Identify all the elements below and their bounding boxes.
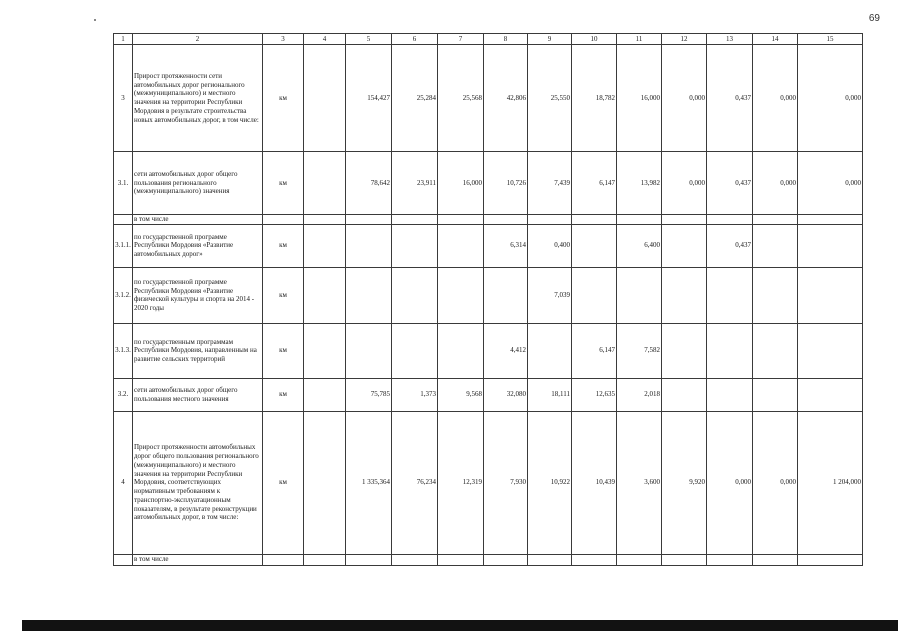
value-cell [484,267,528,323]
table-row [114,323,863,378]
value-cell [707,215,753,225]
value-cell: 6,147 [572,152,617,215]
table-row [114,378,863,411]
value-cell: 7,930 [484,411,528,554]
table-row [114,267,863,323]
value-cell: 12,319 [438,411,484,554]
column-header: 3 [263,34,304,45]
value-cell [798,378,863,411]
value-cell [617,554,662,565]
value-cell [572,267,617,323]
value-cell [304,152,346,215]
value-cell: 18,782 [572,45,617,152]
column-header: 4 [304,34,346,45]
value-cell [572,224,617,267]
column-header: 9 [528,34,572,45]
value-cell [346,224,392,267]
value-cell [753,323,798,378]
row-label: сети автомобильных дорог общего пользования регионального (межмуниципального) значения [133,152,263,215]
value-cell: 10,922 [528,411,572,554]
row-number: 4 [114,411,133,554]
table-row [114,215,863,225]
value-cell [304,411,346,554]
value-cell: 42,806 [484,45,528,152]
value-cell [392,554,438,565]
value-cell [617,215,662,225]
value-cell [392,215,438,225]
value-cell: 10,439 [572,411,617,554]
value-cell [572,554,617,565]
value-cell [707,554,753,565]
value-cell [346,215,392,225]
value-cell: 4,412 [484,323,528,378]
indicators-table [113,33,863,566]
value-cell [484,554,528,565]
value-cell: 7,039 [528,267,572,323]
unit-cell: км [263,411,304,554]
table-header-row [114,34,863,45]
value-cell [438,267,484,323]
row-label: по государственным программам Республики Мордовия, направленным на развитие сельских территорий [133,323,263,378]
value-cell: 16,000 [617,45,662,152]
value-cell [753,215,798,225]
value-cell [753,554,798,565]
unit-cell: км [263,224,304,267]
value-cell: 6,147 [572,323,617,378]
value-cell [753,267,798,323]
unit-cell: км [263,267,304,323]
column-header: 8 [484,34,528,45]
value-cell: 0,000 [662,152,707,215]
unit-cell: км [263,378,304,411]
value-cell [304,224,346,267]
value-cell [304,215,346,225]
page-number: 69 [868,13,880,24]
column-header: 15 [798,34,863,45]
row-number: 3.1. [114,152,133,215]
value-cell [662,554,707,565]
value-cell [798,215,863,225]
column-header: 5 [346,34,392,45]
value-cell [304,378,346,411]
value-cell: 1,373 [392,378,438,411]
value-cell [707,267,753,323]
row-label: по государственной программе Республики Мордовия «Развитие автомобильных дорог» [133,224,263,267]
value-cell: 0,000 [753,45,798,152]
value-cell: 6,314 [484,224,528,267]
column-header: 2 [133,34,263,45]
value-cell: 13,982 [617,152,662,215]
table-row [114,411,863,554]
value-cell [528,215,572,225]
scan-bottom-band [22,620,898,631]
row-label: в том числе [133,215,263,225]
value-cell: 75,785 [346,378,392,411]
value-cell: 10,726 [484,152,528,215]
row-number: 3.2. [114,378,133,411]
value-cell: 0,000 [798,45,863,152]
value-cell: 2,018 [617,378,662,411]
scan-speck [94,19,96,21]
value-cell [572,215,617,225]
value-cell: 7,439 [528,152,572,215]
value-cell [304,45,346,152]
value-cell [484,215,528,225]
value-cell [617,267,662,323]
value-cell: 18,111 [528,378,572,411]
value-cell: 0,400 [528,224,572,267]
value-cell: 7,582 [617,323,662,378]
value-cell: 25,550 [528,45,572,152]
value-cell [304,554,346,565]
value-cell: 76,234 [392,411,438,554]
value-cell: 25,284 [392,45,438,152]
row-label: Прирост протяженности сети автомобильных дорог регионального (межмуниципального) и местного значения на территории Республики Мордовия в результате строительства новых автомобильных дорог, в том числе: [133,45,263,152]
row-label: в том числе [133,554,263,565]
unit-cell: км [263,45,304,152]
value-cell [438,224,484,267]
value-cell [438,323,484,378]
column-header: 12 [662,34,707,45]
value-cell: 0,000 [798,152,863,215]
value-cell [346,267,392,323]
value-cell [798,267,863,323]
column-header: 13 [707,34,753,45]
value-cell: 9,920 [662,411,707,554]
value-cell: 23,911 [392,152,438,215]
row-number: 3.1.2. [114,267,133,323]
row-number [114,215,133,225]
row-number [114,554,133,565]
value-cell: 78,642 [346,152,392,215]
column-header: 10 [572,34,617,45]
value-cell: 6,400 [617,224,662,267]
table-row [114,45,863,152]
value-cell: 0,000 [707,411,753,554]
table-row [114,554,863,565]
value-cell [798,323,863,378]
row-label: сети автомобильных дорог общего пользования местного значения [133,378,263,411]
value-cell [662,323,707,378]
row-number: 3.1.1. [114,224,133,267]
column-header: 6 [392,34,438,45]
column-header: 14 [753,34,798,45]
table-row [114,224,863,267]
value-cell [707,323,753,378]
unit-cell: км [263,152,304,215]
value-cell [528,554,572,565]
value-cell [707,378,753,411]
value-cell: 0,437 [707,152,753,215]
value-cell: 0,437 [707,224,753,267]
value-cell [438,215,484,225]
value-cell [392,267,438,323]
value-cell: 0,000 [753,152,798,215]
row-label: по государственной программе Республики Мордовия «Развитие физической культуры и спорта на 2014 - 2020 годы [133,267,263,323]
value-cell: 25,568 [438,45,484,152]
unit-cell: км [263,323,304,378]
value-cell [392,224,438,267]
value-cell [753,224,798,267]
value-cell: 0,000 [753,411,798,554]
row-label: Прирост протяженности автомобильных дорог общего пользования регионального (межмуниципального) и местного значения на территории Республики Мордовия, соответствующих нормативным требованиям к транспортно-эксплуатационным показателям, в результате реконструкции автомобильных дорог, в том числе: [133,411,263,554]
row-number: 3 [114,45,133,152]
table-row [114,152,863,215]
value-cell [304,323,346,378]
value-cell: 154,427 [346,45,392,152]
unit-cell [263,554,304,565]
value-cell [753,378,798,411]
row-number: 3.1.3. [114,323,133,378]
value-cell [798,554,863,565]
value-cell [528,323,572,378]
value-cell: 32,080 [484,378,528,411]
column-header: 1 [114,34,133,45]
value-cell [304,267,346,323]
value-cell: 1 204,000 [798,411,863,554]
column-header: 7 [438,34,484,45]
value-cell [346,323,392,378]
value-cell [662,224,707,267]
value-cell: 0,437 [707,45,753,152]
value-cell: 3,600 [617,411,662,554]
value-cell: 1 335,364 [346,411,392,554]
value-cell [662,267,707,323]
value-cell: 12,635 [572,378,617,411]
value-cell: 0,000 [662,45,707,152]
value-cell [662,215,707,225]
value-cell: 9,568 [438,378,484,411]
unit-cell [263,215,304,225]
value-cell [346,554,392,565]
value-cell [662,378,707,411]
value-cell: 16,000 [438,152,484,215]
value-cell [392,323,438,378]
value-cell [798,224,863,267]
value-cell [438,554,484,565]
column-header: 11 [617,34,662,45]
